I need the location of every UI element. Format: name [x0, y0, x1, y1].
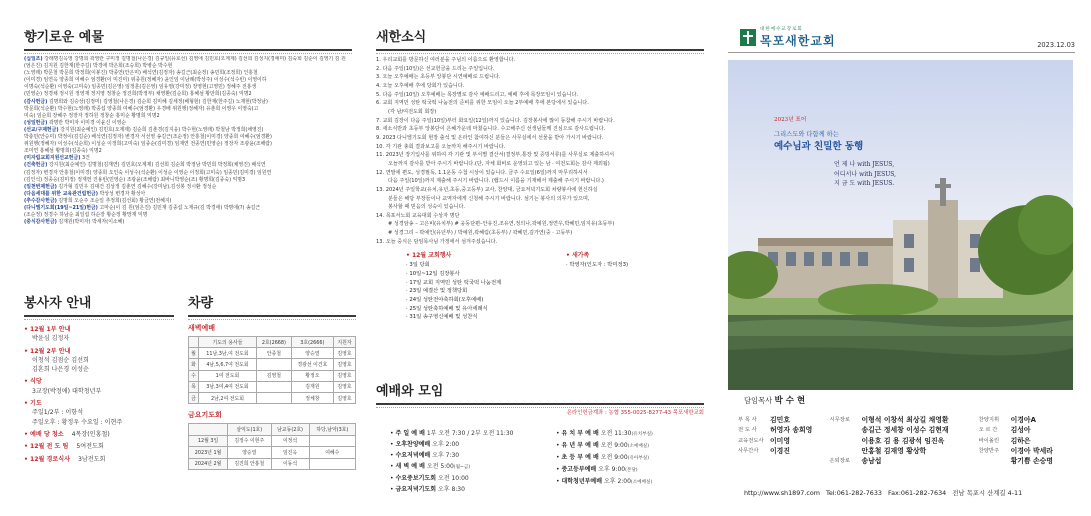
staff-role: 찬양지휘: [978, 417, 1000, 423]
worship-time: 오전 11:30: [598, 430, 632, 437]
offering-names: 위원행(정혜자) 이성수(석순희) 이성순 이정희(고미숙) 임종순(김미경) 임재연 전종연(민영순) 정장자 조광윤(조해람): [24, 141, 272, 148]
worship-time: 오전 9:00: [598, 442, 628, 449]
staff-role: 사무간사: [738, 447, 759, 454]
offering-group: (다음세대를 위한 교육관건립헌금): [24, 190, 99, 197]
news-item: 오늘까지 감사를 받아 주시기 바랍니다.(단, 자체 회비로 운영되고 있는 남 · 여전도회는 감사 제외됨): [388, 160, 610, 167]
table-cell: [309, 458, 355, 470]
cross-icon: [740, 29, 756, 46]
staff-row: [979, 456, 1078, 466]
staff-name: 이경아A: [1010, 416, 1036, 424]
worship-name: 중고등부예배: [561, 466, 597, 473]
worship-name: 오후찬양예배: [395, 441, 431, 448]
staff-row: [829, 456, 978, 466]
offering-line: [24, 91, 352, 98]
staff-row: [979, 415, 1078, 425]
worship-name: 주 일 예 배: [395, 430, 425, 437]
staff-name: 이형석 이창석 최상길 채영환: [861, 416, 949, 424]
worship-time: 오후 8:30: [436, 486, 465, 493]
worship-row: [556, 464, 704, 476]
table-row: [189, 359, 356, 370]
church-building-illustration: [728, 60, 1073, 390]
table-cell-date: 12월 3일: [189, 435, 228, 447]
staff-row: [829, 446, 978, 456]
volunteer-head-text: 12월 2부 안내: [30, 347, 71, 355]
motto-block: [774, 115, 974, 189]
event-item: · 25일 성탄축하예배 및 유아세례식: [406, 305, 488, 312]
news-item: 분들은 해당 부장들이나 교역자에게 신청해 주시기 바랍니다. 섬기는 봉사의 의무가 있으며,: [388, 195, 590, 202]
news-item: # 성경그리 – 곽예인(유년부) / 박예원,곽혜림(초등부) / 곽혜민,김가연(중 · 고등부): [388, 230, 573, 237]
worship-place: (소예배실): [630, 480, 653, 485]
worship-place: (소예배실): [627, 444, 650, 449]
worship-name: 금요저녁기도회: [395, 486, 437, 493]
table-header-cell: 기도의 용사들: [198, 337, 256, 348]
offering-names: 곽명란 박미자 이미경 이윤신 이영순: [48, 119, 127, 126]
table-cell-support: 김영호: [333, 381, 355, 392]
worship-name: 수요저녁예배: [395, 452, 431, 459]
news-title: 새한소식: [376, 26, 704, 51]
offering-names: (민영순) 정경채 정시원 정영재 정지영 정창순 정진희(박정부) 채영환(김순희) 홍혜섬 황만희(김종숙) 익명2: [24, 91, 252, 98]
volunteer-item: [24, 325, 174, 344]
worship-name: 초 등 부 예 배: [561, 454, 599, 461]
pastor-label: 담임목사: [744, 396, 773, 405]
event-item: · 10일~12일 김장봉사: [406, 270, 460, 277]
table-cell-support: 김영호: [333, 348, 355, 359]
table-cell-driver: 양승열: [291, 348, 333, 359]
news-item: 10. 각 기관 총회 결과보고를 오늘까지 해주시기 바랍니다.: [376, 143, 506, 150]
news-item: 9. 2023 다니엘기도회 현장 출석 및 온라인 참여하신 분들은 사무실에서 선물을 받아 가시기 바랍니다.: [376, 134, 604, 141]
table-cell-route: 1여 전도회: [198, 370, 256, 381]
offering-names: 박문희(석순환) 박수현(노영래) 박종섭 양종희 여혜수(엄경환) 우경배 위원행(정혜자) 유춘희 이영우 이영숙(고: [24, 105, 259, 112]
worship-name: 유 년 부 예 배: [561, 442, 599, 449]
news-item: 3. 오늘 오후예배는 초등부 앙봉단 시연예배로 드립니다.: [376, 74, 501, 81]
worship-title: 예배와 모임: [376, 380, 704, 405]
offering-names: (조순정) 정경수 하남순 최일섭 하순장 황순정 황망재 익명: [24, 212, 148, 219]
pastor-name: 박 수 현: [774, 396, 806, 406]
staff-role: [979, 456, 1011, 466]
worship-row: [390, 461, 540, 473]
news-item: 13. 2024년 주일학교(유치,유년,초등,중고등부) 교사, 찬양대, 금요저녁기도회 차량봉사에 헌신하실: [376, 186, 598, 193]
offering-line: [24, 162, 352, 169]
table-cell-route: 3남,3여,4여 전도회: [198, 381, 256, 392]
table-cell-route: 4남,5,6,7여 전도회: [198, 359, 256, 370]
table-cell-driver: 김재원: [291, 381, 333, 392]
church-logo: [740, 26, 836, 49]
volunteer-head-text: 예배 당 청소: [30, 430, 64, 438]
offering-line: [24, 127, 352, 134]
staff-role: [829, 436, 861, 446]
table-cell: [309, 435, 355, 447]
offering-names: 김명희 오순주 조순일 추정희(김선회) 황금연(천혜지): [58, 197, 172, 204]
staff-role: 교육전도사: [738, 437, 764, 444]
worship-time: 오후 2:00: [430, 441, 460, 448]
staff-role: 오 르 간: [978, 427, 998, 434]
table-header-cell: 지원자: [333, 337, 355, 348]
staff-name: 이용호 김 용 김광석 임진옥: [861, 436, 945, 445]
staff-name: 김민호: [770, 416, 790, 424]
offering-line: [24, 198, 352, 205]
staff-name: 안홍철 김재영 황상학: [861, 446, 927, 455]
volunteer-head: [24, 347, 174, 356]
table-cell: 이동석: [271, 458, 309, 470]
volunteer-head: [24, 399, 174, 408]
motto-sub-line: 언 제 나 with JESUS,: [834, 161, 895, 168]
staff-role: 시무장로: [829, 417, 850, 423]
news-item: 7. 교회 김장이 다음 주일(10일)부터 화요일(12일)까지 있습니다. 김장봉사에 많이 동참해 주시기 바랍니다.: [376, 117, 615, 124]
news-list: [376, 56, 704, 246]
table-header-cell: 2호(2668): [257, 337, 292, 348]
table-header-cell: [189, 424, 228, 436]
volunteer-line: 김혼희 나은경 이성순: [32, 366, 89, 374]
staff-name: 송남섭: [861, 457, 882, 466]
volunteer-item: [24, 455, 174, 464]
table-cell: 임진옥: [271, 447, 309, 459]
offering-names: (김인석) 정종응(김미정) 정재헌 진용빈(민영순) 조광윤(조해람) 최바니박영순(조) 황명희(김종숙) 익명3: [24, 176, 246, 183]
worship-place: (본당): [625, 468, 638, 473]
table-row: [189, 392, 356, 403]
worship-name: 수요중보기도회: [395, 475, 437, 482]
volunteer-line: 박윤심 김정자: [32, 335, 70, 343]
volunteer-inline: 4목장(인홍철): [69, 430, 110, 438]
table-cell: 양승열: [228, 447, 271, 459]
staff-name: 송길근 정세창 이성수 김현재: [861, 426, 949, 435]
offering-group: (선교/구제헌금): [24, 126, 59, 133]
staff-column-1: [738, 415, 829, 466]
offering-names: 강지원(최순예인) 김명철(김재연) 김민호(오계제) 김선희 김순희 박정남 박민희 박정희(채영진) 배석연: [48, 162, 266, 169]
offering-group: (일천번제헌금): [24, 183, 57, 190]
table-row: [189, 458, 356, 470]
dawn-vehicle-table: [188, 336, 356, 404]
footer-item: Fax:061-282-7634: [887, 489, 947, 497]
table-cell-driver: [257, 359, 292, 370]
staff-row: [979, 425, 1078, 435]
staff-role: 바이올린: [978, 437, 1000, 444]
worship-list-school: [540, 428, 704, 495]
table-cell-day: 목: [189, 381, 199, 392]
worship-section: [376, 380, 704, 495]
volunteer-inline: 3남전도회: [76, 455, 106, 463]
worship-row: [390, 473, 540, 484]
staff-name: 김성아: [1010, 426, 1031, 435]
events-box: [376, 252, 704, 322]
offering-group: (중식감사헌금): [24, 219, 57, 226]
volunteer-line: 주일오후 : 황정우 수요일 : 이현주: [32, 418, 123, 426]
friday-vehicle-table: [188, 423, 356, 470]
cover-column: [718, 0, 1091, 516]
volunteer-head: [24, 325, 174, 334]
news-item: 14. 목포서노회 교육대회 수상자 명단: [376, 212, 460, 219]
offering-group: (십일조): [24, 56, 43, 62]
table-cell-support: 김영호: [333, 370, 355, 381]
worship-place: (월~금): [453, 465, 471, 470]
table-cell-date: 2024년 2월: [189, 458, 228, 470]
vehicle-title: 차량: [188, 292, 356, 317]
dawn-subhead: 새벽예배: [188, 324, 216, 332]
offering-line: [24, 106, 352, 113]
worship-place: (유치부실): [631, 432, 653, 437]
worship-place: (유아부실): [627, 456, 650, 461]
offering-line: [24, 177, 352, 184]
worship-row: [390, 439, 540, 450]
offering-names: 강지원(최순예인) 김민호(오계제) 김순희 김춘경(김지웅) 박수현(노영래) 박철남 박정희(채영진): [60, 126, 264, 133]
new-family: [566, 252, 686, 322]
table-cell-driver: 황정오: [291, 370, 333, 381]
offering-names: 박상성 변경자 황성아: [99, 190, 146, 197]
news-item: 5. 다음 주일(10일) 오후예배는 목장별로 감사 예배드리고, 예배 후에 목장모임이 있습니다.: [376, 91, 579, 98]
news-item: 13. 오늘 중식은 담임목사님 가정에서 섬겨주셨습니다.: [376, 238, 498, 245]
offering-names: 미숙) 임순희 장혜주 정장자 정하원 정창순 홍미순 황명희 익명2: [24, 112, 160, 119]
offering-names: (노영래) 박문철 박문희 박정희(이봉진) 박종연(안은미) 배석연(김정자) 송길근(최순정) 송민희(조정희) 인홍철: [24, 70, 258, 77]
volunteer-section: [24, 292, 174, 467]
offering-names: 고마순(이 김 원(엄은진) 김민재 김종섭 노재규(김 박경애) 박명애(?) 송길근: [99, 204, 261, 211]
family-item: · 박영자(인도자 : 박미정3): [566, 262, 629, 269]
table-row: [189, 381, 356, 392]
staff-row: [738, 415, 829, 425]
table-cell-driver: 안종철: [257, 348, 292, 359]
vehicle-section: [188, 292, 356, 470]
news-item: 4. 오늘 오후예배 후에 당회가 있습니다.: [376, 82, 465, 89]
contact-footer: [744, 488, 1074, 497]
table-cell-driver: [257, 392, 292, 403]
worship-row: [556, 440, 704, 452]
offering-names: 김명희와 김승상(김정미) 김영철(나은경) 김순희 김미혜 김세정(배형현) 김한재(한주길) 노재현(박정남): [48, 98, 268, 105]
staff-role: 부 목 사: [738, 417, 757, 423]
staff-row: [979, 446, 1078, 456]
table-header-cell: 남교동(2호): [271, 424, 309, 436]
table-cell-support: 김영호: [333, 359, 355, 370]
worship-list-main: [376, 428, 540, 495]
offerings-list: [24, 56, 352, 318]
table-cell-driver: [257, 381, 292, 392]
table-header-row: [189, 337, 356, 348]
table-header-cell: 3호(2666): [291, 337, 333, 348]
staff-role: 전 도 사: [738, 427, 757, 434]
volunteer-line: 이청석 김점순 김선희: [32, 356, 89, 364]
worship-time: 오전 9:00: [598, 454, 628, 461]
offering-group: (건축헌금): [24, 162, 48, 169]
news-item: 다음 주일(10일)까지 제출해 주시기 바랍니다. (랩드시 이름을 기재해서 제출해 주시기 바랍니다.): [388, 178, 604, 185]
news-item: # 성경암송 – 고은비(유치부) # 웅동단편–안유진,조유연,정의나,곽예원,정연우,박혜민,임지유(초등부): [388, 221, 615, 228]
table-header-cell: 삼익도(1호): [228, 424, 271, 436]
event-item: · 3일 당회: [406, 262, 430, 269]
offering-group: (성일헌금): [24, 119, 48, 126]
worship-row: [390, 450, 540, 461]
volunteer-line: 주일1/2부 : 이항석: [32, 409, 84, 417]
table-cell-driver: 경광선 이건호: [291, 359, 333, 370]
worship-row: [390, 428, 540, 439]
footer-item: Tel:061-282-7633: [826, 489, 882, 497]
december-events-title: • 12월 교회행사: [406, 252, 566, 261]
worship-name: 새 벽 예 배: [395, 463, 425, 470]
senior-pastor: [738, 394, 1078, 406]
volunteer-head-text: 12월 전 도 팀: [30, 443, 69, 451]
motto-line-1: 그리스도와 다함께 하는: [774, 131, 839, 138]
table-cell: 여혜수: [309, 447, 355, 459]
offering-line: [24, 191, 352, 198]
motto-line-2: 예수님과 친밀한 동행: [774, 141, 864, 152]
worship-name: 대학청년부예배: [561, 478, 603, 485]
offering-names: 이명숙(석순환) 이영숙(고미숙) 임종민(김은영) 임정훈(김은영) 임유영(강미정) 장영현(고영민) 정혜주 전홍생: [24, 84, 257, 91]
denomination: 대한예수교장로회: [760, 27, 803, 32]
offering-group: (추수감사헌금): [24, 197, 57, 204]
worship-time: 오전 10:00: [436, 475, 469, 482]
worship-name: 유 치 부 예 배: [561, 430, 599, 437]
offering-names: 강래명김옥영 강명희 곽영란 구미정 김명철(나은경) 김규일(유호선) 김영애 김민호(오계제) 김선희 김성지(경예미) 김숙희 김순이 김영기 김 원(엄은진) 김지원 김한재(한주길) 박경애 박은희(조승희) 박병순 박수현: [24, 56, 346, 70]
new-family-title: • 새가족: [566, 252, 686, 261]
friday-subhead: 금요기도회: [188, 411, 222, 420]
offering-group: (감사헌금): [24, 98, 48, 105]
volunteer-item: [24, 430, 174, 439]
volunteer-item: [24, 399, 174, 427]
staff-role: 은퇴장로: [829, 458, 850, 465]
footer-item: http://www.sh1897.com: [744, 489, 821, 497]
offerings-title: 향기로운 예물: [24, 26, 352, 51]
offering-line: [24, 56, 352, 70]
worship-time: 오후 9:00: [596, 466, 626, 473]
worship-time: 오후 7:30: [430, 452, 460, 459]
table-cell-day: 화: [189, 359, 199, 370]
volunteer-item: [24, 377, 174, 396]
volunteer-inline: 5여전도회: [74, 443, 104, 451]
staff-name: 김하은: [1010, 436, 1031, 445]
offering-names: 김재원(박미자) 박세자(이소혜): [58, 219, 125, 226]
volunteer-item: [24, 347, 174, 375]
news-item: 8. 새소식반과 초등부 앙봉단이 은혜가운데 마쳤습니다. 수고해주신 선생님들께 진심으로 감사드립니다.: [376, 126, 606, 133]
staff-column-3: [979, 415, 1078, 466]
offering-line: [24, 184, 352, 191]
news-item: 6. 교회 지역민 성탄 떡국떡 나눔전의 준비를 위한 모임이 오늘 2부예배 후에 본당에서 있습니다.: [376, 100, 589, 107]
table-cell-driver: 정체창: [291, 392, 333, 403]
table-cell-day: 금: [189, 392, 199, 403]
offering-line: [24, 113, 352, 120]
event-item: · 17일 교회 지역민 성탄 떡국떡 나눔전제: [406, 279, 502, 286]
staff-role: 찬양반주: [978, 447, 1000, 454]
worship-row: [556, 428, 704, 440]
offering-names: 조미연 홍혜섬 황명희(김종숙) 익명2: [24, 148, 102, 155]
table-row: [189, 435, 356, 447]
bulletin-date: 2023.12.03: [1037, 41, 1075, 49]
table-cell-route: 2남,2여 전도회: [198, 392, 256, 403]
volunteer-head-text: 식당: [30, 378, 42, 386]
worship-time: 오전 5:00: [424, 463, 454, 470]
staff-name: 허영자 송희영: [770, 426, 813, 435]
offering-names: 박충민(안승미) 박정이(김길순) 배석연(김정자) 변경자 서선영 송길근(조순정) 안홍철(이미경) 양종희 여혜수(엄경환): [24, 134, 272, 141]
staff-row: [738, 425, 829, 435]
event-item: · 23일 예결산 및 정책당회: [406, 288, 468, 295]
offering-names: (김정자) 변경자 안홍철(이미경) 양종희 오인숙 이성수(석순환) 이성순 이영순 이정희(고미숙) 임종민(김미경) 임원연: [24, 169, 272, 176]
staff-role: [829, 446, 861, 456]
staff-role: [829, 425, 861, 435]
table-cell: 이정석: [271, 435, 309, 447]
staff-directory: [738, 394, 1078, 466]
volunteer-head-text: 12월 경로식사: [30, 455, 71, 463]
worship-row: [556, 452, 704, 464]
header-divider: [728, 52, 1075, 53]
table-row: [189, 348, 356, 359]
worship-time: 오후 2:00: [602, 478, 631, 485]
volunteer-line: 3교장(박정애) 대학청년부: [32, 387, 102, 395]
staff-name: 이경진: [770, 446, 790, 455]
staff-row: [829, 415, 978, 425]
offering-line: [24, 170, 352, 177]
staff-row: [829, 436, 978, 446]
motto-lines: [774, 160, 974, 189]
volunteer-item: [24, 442, 174, 451]
volunteer-list: [24, 325, 174, 464]
church-name: 목포새한교회: [760, 34, 836, 48]
table-header-cell: 하당,남악(3호): [309, 424, 355, 436]
volunteer-head: [24, 377, 174, 386]
volunteer-head-text: 12월 1부 안내: [30, 326, 71, 333]
offering-line: [24, 219, 352, 226]
offering-names: 3건: [82, 155, 90, 162]
volunteer-head: [24, 455, 174, 464]
staff-name: 이미영: [770, 436, 790, 445]
table-row: [189, 370, 356, 381]
worship-row: [556, 476, 704, 488]
table-cell-date: 2023년 1월: [189, 447, 228, 459]
event-item: · 24일 성탄전야축하회(오후예배): [406, 296, 484, 303]
news-item: 1. 우리교회를 방문하신 여러분을 주님의 이름으로 환영합니다.: [376, 57, 516, 63]
worship-row: [390, 484, 540, 495]
motto-year: 2023년 표어: [774, 117, 807, 123]
offering-names: (이미경) 임연옥 양종희 여혜수 엄경환(이 미진미) 위종원(정혜자) 윤인임 이남례(박상주) 이성수(석수빈) 이영이하: [24, 77, 267, 84]
offering-line: [24, 205, 352, 212]
staff-column-2: [829, 415, 978, 466]
offering-line: [24, 120, 352, 127]
table-header-cell: [189, 337, 199, 348]
motto-sub-line: 지 금 도 with JESUS.: [834, 180, 895, 187]
offering-line: [24, 99, 352, 106]
offering-names: 김가형 김민우 김대건 김상정 김춘연 김혜수(강미남),김성봉 정시환 정성순: [58, 183, 217, 190]
table-cell-day: 월: [189, 348, 199, 359]
table-cell-support: 김영호: [333, 392, 355, 403]
staff-row: [738, 446, 829, 456]
footer-item: 전남 목포시 산계길 4-11: [952, 489, 1023, 497]
news-item: 봉사할 때 믿음의 성숙이 있습니다.: [388, 204, 465, 211]
table-header-row: [189, 424, 356, 436]
volunteer-title: 봉사자 안내: [24, 292, 174, 317]
table-cell-driver: 김영철: [257, 370, 292, 381]
staff-row: [979, 436, 1078, 446]
motto-sub-line: 어디서나 with JESUS,: [834, 170, 897, 178]
volunteer-head-text: 기도: [30, 400, 42, 408]
volunteer-head: [24, 430, 174, 439]
online-offering-account: 온라인헌금계좌 : 농협 355-0025-8277-43 목포새한교회: [566, 410, 704, 416]
volunteer-head: [24, 442, 174, 451]
news-item: 12. 연말에 편도, 성경필독, 1.1운동 수첩 시상이 있습니다. 금주 수요일(6일)까지 마무리하셔서: [376, 169, 588, 176]
table-cell: 김정수 이현주: [228, 435, 271, 447]
december-events: [376, 252, 566, 322]
staff-name: 이경아 박세라: [1010, 446, 1053, 455]
worship-time: 1부 오전 7:30 / 2부 오전 11:30: [424, 430, 514, 437]
news-item: (각 남/여전도회 회장): [388, 108, 437, 115]
table-cell-day: 수: [189, 370, 199, 381]
table-row: [189, 447, 356, 459]
offering-group: (다니엘기도회(19일~21일)헌금): [24, 204, 98, 211]
news-item: 2. 다음 주일(10일)은 선교헌금을 드리는 주일입니다.: [376, 65, 495, 72]
staff-row: [738, 436, 829, 446]
table-cell-route: 11남,3남,여 전도회: [198, 348, 256, 359]
table-cell: 김진희 안홍철: [228, 458, 271, 470]
event-item: · 31일 송구영신예배 및 성찬식: [406, 314, 478, 321]
news-item: 11. 2023년 장기입사를 위하여 각 기관 및 부서별 결산서(결정부,통장 및 증빙서류)를 사무실로 제출하셔서: [376, 152, 614, 159]
staff-name: 황기쁨 손승명: [1010, 457, 1053, 466]
staff-row: [829, 425, 978, 435]
church-photo: [728, 60, 1073, 390]
offering-group: (미자립교회지원선교헌금): [24, 155, 81, 162]
